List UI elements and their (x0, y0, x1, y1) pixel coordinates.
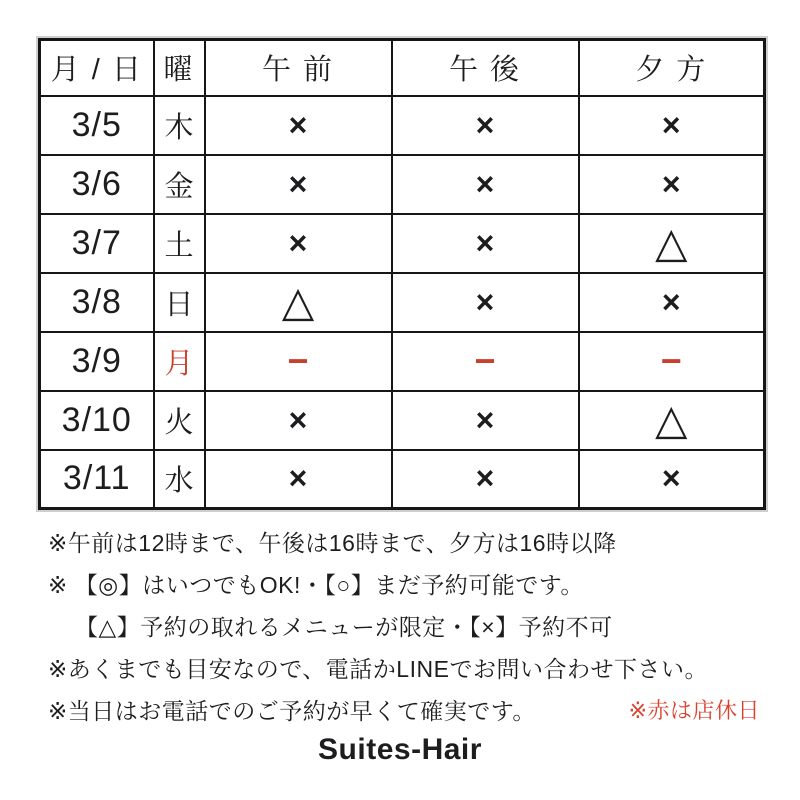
evening-status: △ (579, 391, 765, 450)
closed-day-note: ※赤は店休日 (628, 697, 760, 723)
afternoon-status: × (392, 450, 579, 509)
date-cell: 3/7 (40, 214, 154, 273)
evening-status: × (579, 273, 765, 332)
note-same-day-text: ※当日はお電話でのご予約が早くて確実です。 (48, 697, 536, 724)
weekday-cell: 金 (154, 155, 205, 214)
morning-status: × (205, 96, 392, 155)
evening-status: × (579, 450, 765, 509)
date-cell: 3/6 (40, 155, 154, 214)
header-afternoon: 午 後 (392, 40, 579, 96)
header-date: 月 / 日 (40, 40, 154, 96)
evening-status: × (579, 155, 765, 214)
afternoon-status: × (392, 273, 579, 332)
weekday-cell: 土 (154, 214, 205, 273)
date-cell: 3/8 (40, 273, 154, 332)
weekday-cell: 木 (154, 96, 205, 155)
table-row (40, 214, 765, 273)
note-same-day (48, 688, 760, 730)
note-legend-ok: ※ 【◎】はいつでもOK!・【○】まだ予約可能です。 (48, 571, 584, 598)
header-weekday: 曜 (154, 40, 205, 96)
note-legend-limited: 【△】予約の取れるメニューが限定・【×】予約不可 (75, 613, 613, 640)
date-cell: 3/9 (40, 332, 154, 391)
header-morning: 午 前 (205, 40, 392, 96)
date-cell: 3/11 (40, 450, 154, 509)
evening-status: △ (579, 214, 765, 273)
morning-status: × (205, 155, 392, 214)
weekday-cell: 水 (154, 450, 205, 509)
date-cell: 3/10 (40, 391, 154, 450)
table-row (40, 450, 765, 509)
afternoon-status: × (392, 391, 579, 450)
morning-status: △ (205, 273, 392, 332)
date-cell: 3/5 (40, 96, 154, 155)
salon-name: Suites-Hair (318, 733, 482, 766)
table-row (40, 391, 765, 450)
header-row (40, 40, 765, 96)
evening-status: × (579, 96, 765, 155)
table-row (40, 155, 765, 214)
weekday-cell: 火 (154, 391, 205, 450)
weekday-cell: 月 (154, 332, 205, 391)
notes-section (48, 520, 760, 730)
morning-status: × (205, 391, 392, 450)
morning-status: − (205, 332, 392, 391)
availability-table (38, 38, 766, 510)
note-hours: ※午前は12時まで、午後は16時まで、夕方は16時以降 (48, 529, 617, 556)
table-row (40, 273, 765, 332)
evening-status: − (579, 332, 765, 391)
afternoon-status: × (392, 155, 579, 214)
table-row (40, 332, 765, 391)
morning-status: × (205, 450, 392, 509)
afternoon-status: × (392, 214, 579, 273)
table-row (40, 96, 765, 155)
morning-status: × (205, 214, 392, 273)
weekday-cell: 日 (154, 273, 205, 332)
note-contact: ※あくまでも目安なので、電話かLINEでお問い合わせ下さい。 (48, 655, 708, 682)
afternoon-status: − (392, 332, 579, 391)
afternoon-status: × (392, 96, 579, 155)
header-evening: 夕 方 (579, 40, 765, 96)
